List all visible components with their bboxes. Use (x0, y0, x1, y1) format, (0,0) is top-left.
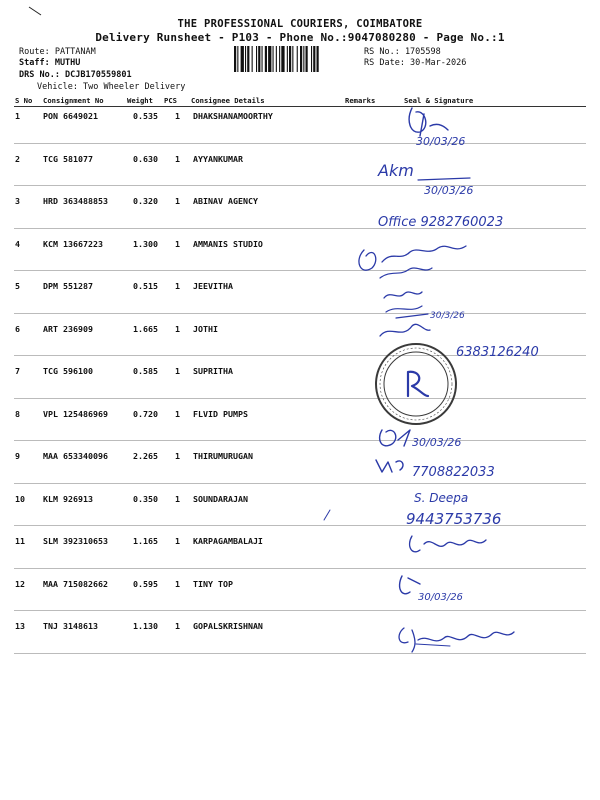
barcode-bar (289, 46, 291, 72)
row-pcs: 1 (175, 111, 180, 121)
row-consignment-no: MAA 715082662 (43, 578, 108, 589)
row-pcs: 1 (175, 451, 180, 461)
row-consignee: SOUNDARAJAN (193, 493, 248, 504)
row-2-date: 30/03/26 (424, 184, 474, 197)
row-weight: 2.265 (133, 451, 158, 461)
row-consignment-no: VPL 125486969 (43, 408, 108, 419)
row-weight: 1.665 (133, 323, 158, 334)
row-sno: 9 (15, 451, 20, 461)
col-header-consignment: Consignment No (43, 96, 104, 105)
barcode-bar (262, 46, 263, 72)
drs-barcode (232, 46, 362, 72)
row-divider (14, 398, 586, 399)
row-weight: 0.320 (133, 196, 158, 206)
row-weight: 0.720 (133, 408, 158, 419)
row-10-phone: 9443753736 (406, 510, 502, 528)
row-pcs: 1 (175, 238, 180, 249)
barcode-bar (276, 46, 277, 72)
route-label: Route: PATTANAM (19, 47, 96, 57)
row-divider (14, 440, 586, 441)
row-weight: 0.595 (133, 578, 158, 589)
row-consignment-no: SLM 392310653 (43, 536, 108, 546)
table-row (0, 111, 600, 125)
barcode-bar (245, 46, 246, 72)
barcode-bar (256, 46, 257, 72)
row-weight: 0.630 (133, 153, 158, 164)
row-sno: 1 (15, 111, 20, 121)
barcode-bar (311, 46, 312, 72)
col-header-seal-signature: Seal & Signature (404, 96, 474, 105)
row-pcs: 1 (175, 323, 180, 334)
row-3-note: Office 9282760023 (378, 215, 504, 230)
row-10-name: S. Deepa (414, 491, 469, 505)
row-consignment-no: TNJ 3148613 (43, 621, 98, 631)
barcode-bar (268, 46, 271, 72)
col-header-sno: S No (15, 96, 33, 105)
row-divider (14, 355, 586, 356)
row-pcs: 1 (175, 493, 180, 504)
row-consignment-no: DPM 551287 (43, 281, 93, 291)
row-consignee: FLVID PUMPS (193, 408, 248, 419)
row-pcs: 1 (175, 153, 180, 164)
row-divider (14, 185, 586, 186)
row-weight: 1.130 (133, 621, 158, 631)
row-pcs: 1 (175, 578, 180, 589)
row-weight: 1.165 (133, 536, 158, 546)
row-8-date: 30/03/26 (412, 436, 462, 449)
rs-date: RS Date: 30-Mar-2026 (364, 58, 467, 68)
row-consignee: DHAKSHANAMOORTHY (193, 111, 273, 121)
barcode-bar (279, 46, 280, 72)
table-row (0, 366, 600, 380)
header-divider (14, 106, 586, 107)
barcode-bar (303, 46, 304, 72)
row-sno: 6 (15, 323, 20, 334)
barcode-bar (292, 46, 293, 72)
barcode-bar (252, 46, 253, 72)
staff-label: Staff: MUTHU (19, 58, 81, 68)
row-consignment-no: KCM 13667223 (43, 238, 103, 249)
row-consignee: TINY TOP (193, 578, 233, 589)
barcode-bar (297, 46, 298, 72)
row-divider (14, 483, 586, 484)
row-1-date: 30/03/26 (416, 135, 466, 148)
table-row (0, 494, 600, 508)
barcode-bar (237, 46, 238, 72)
col-header-remarks: Remarks (345, 96, 376, 105)
company-title: THE PROFESSIONAL COURIERS, COIMBATORE (177, 18, 423, 30)
row-weight: 0.585 (133, 366, 158, 376)
table-row (0, 324, 600, 338)
row-consignment-no: TCG 581077 (43, 153, 93, 164)
row-sno: 11 (15, 536, 25, 546)
table-row (0, 239, 600, 253)
row-sno: 8 (15, 408, 20, 419)
row-6-date: 30/3/26 (430, 311, 465, 321)
row-consignment-no: TCG 596100 (43, 366, 93, 376)
row-sno: 5 (15, 281, 20, 291)
table-row (0, 621, 600, 635)
table-row (0, 451, 600, 465)
row-weight: 0.515 (133, 281, 158, 291)
row-consignee: GOPALSKRISHNAN (193, 621, 263, 631)
table-row (0, 196, 600, 210)
row-pcs: 1 (175, 196, 180, 206)
barcode-bar (247, 46, 249, 72)
table-row (0, 409, 600, 423)
row-divider (14, 525, 586, 526)
row-consignment-no: PON 6649021 (43, 111, 98, 121)
row-divider (14, 313, 586, 314)
drs-number: DRS No.: DCJB170559801 (19, 70, 132, 80)
table-row (0, 281, 600, 295)
row-6-phone: 6383126240 (456, 345, 539, 360)
row-consignee: SUPRITHA (193, 366, 233, 376)
col-header-consignee: Consignee Details (191, 96, 265, 105)
row-consignee: AMMANIS STUDIO (193, 238, 263, 249)
row-divider (14, 610, 586, 611)
row-divider (14, 568, 586, 569)
row-pcs: 1 (175, 536, 180, 546)
row-sno: 3 (15, 196, 20, 206)
row-consignee: JOTHI (193, 323, 218, 334)
barcode-bar (241, 46, 244, 72)
row-weight: 0.350 (133, 493, 158, 504)
row-weight: 0.535 (133, 111, 158, 121)
signatures-overlay (320, 100, 590, 660)
col-header-pcs: PCS (164, 96, 177, 105)
row-sno: 12 (15, 578, 25, 589)
row-pcs: 1 (175, 281, 180, 291)
row-sno: 2 (15, 153, 20, 164)
vehicle-label: Vehicle: Two Wheeler Delivery (37, 82, 186, 92)
barcode-bar (300, 46, 302, 72)
row-consignee: JEEVITHA (193, 281, 233, 291)
row-9-phone: 7708822033 (412, 465, 495, 480)
row-sno: 13 (15, 621, 25, 631)
row-consignment-no: ART 236909 (43, 323, 93, 334)
barcode-bar (306, 46, 308, 72)
rs-number: RS No.: 1705598 (364, 47, 441, 57)
row-sno: 4 (15, 238, 20, 249)
barcode-bar (234, 46, 236, 72)
row-consignee: ABINAV AGENCY (193, 196, 258, 206)
scan-artifact-mark (28, 6, 42, 16)
row-consignee: AYYANKUMAR (193, 153, 243, 164)
row-consignment-no: MAA 653340096 (43, 451, 108, 461)
row-consignee: KARPAGAMBALAJI (193, 536, 263, 546)
row-12-date: 30/03/26 (418, 592, 463, 603)
row-consignee: THIRUMURUGAN (193, 451, 253, 461)
row-divider (14, 653, 586, 654)
row-pcs: 1 (175, 408, 180, 419)
row-divider (14, 270, 586, 271)
row-weight: 1.300 (133, 238, 158, 249)
barcode-bar (273, 46, 274, 72)
barcode-bar (281, 46, 284, 72)
row-pcs: 1 (175, 621, 180, 631)
col-header-weight: Weight (127, 96, 153, 105)
barcode-bar (258, 46, 260, 72)
row-pcs: 1 (175, 366, 180, 376)
barcode-bar (287, 46, 288, 72)
table-row (0, 154, 600, 168)
row-sno: 10 (15, 493, 25, 504)
row-sno: 7 (15, 366, 20, 376)
row-consignment-no: HRD 363488853 (43, 196, 108, 206)
barcode-bar (265, 46, 267, 72)
runsheet-title: Delivery Runsheet - P103 - Phone No.:9047080280 - Page No.:1 (95, 31, 505, 44)
row-2-name: Akm (378, 161, 414, 180)
row-divider (14, 143, 586, 144)
table-row (0, 579, 600, 593)
barcode-bar (313, 46, 315, 72)
row-consignment-no: KLM 926913 (43, 493, 93, 504)
barcode-bar (317, 46, 319, 72)
table-row (0, 536, 600, 550)
row-divider (14, 228, 586, 229)
